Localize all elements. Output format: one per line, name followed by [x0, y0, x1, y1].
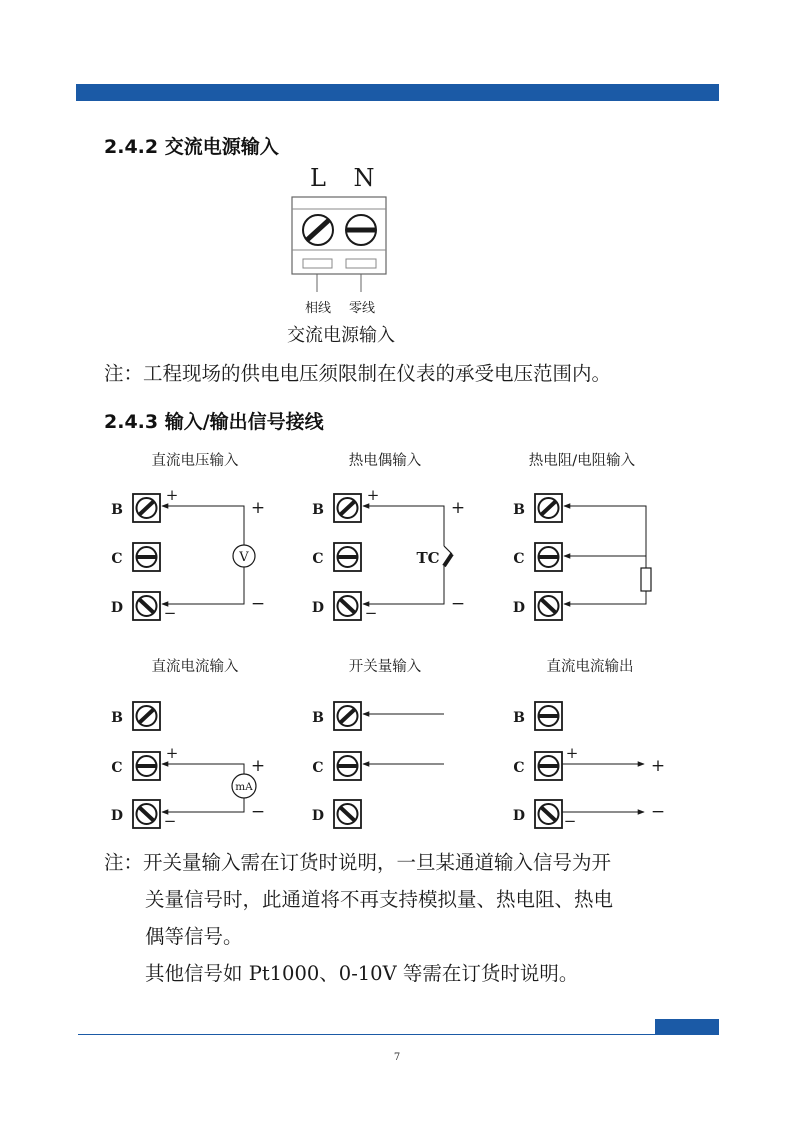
wire-label-live: 相线 — [304, 301, 332, 316]
device-label: mA — [235, 781, 253, 793]
terminal-c-icon — [334, 543, 361, 571]
terminal-c-icon — [133, 752, 160, 780]
terminal-letter-b: B — [513, 710, 525, 726]
footer-accent-block — [655, 1019, 719, 1035]
diagram-dc-current-output — [513, 657, 665, 830]
terminal-d-icon — [334, 592, 361, 620]
terminal-d-icon — [334, 800, 361, 828]
terminal-d-icon — [133, 592, 160, 620]
terminal-b-icon — [334, 494, 361, 522]
note-line: 关量信号时，此通道将不再支持模拟量、热电阻、热电 — [145, 888, 614, 911]
note-line: 注：开关量输入需在订货时说明，一旦某通道输入信号为开 — [104, 851, 612, 874]
terminal-letter-c: C — [111, 551, 123, 567]
note-switch-input — [104, 844, 613, 992]
terminal-letter-d: D — [512, 808, 526, 824]
screw-n-icon — [346, 215, 376, 245]
plus-sign: + — [650, 756, 666, 776]
terminal-letter-d: D — [311, 808, 325, 824]
note-ac-voltage: 注：工程现场的供电电压须限制在仪表的承受电压范围内。 — [104, 362, 612, 385]
minus-sign: − — [163, 812, 177, 830]
plus-sign: + — [450, 498, 466, 518]
thermocouple-junction-icon — [444, 554, 452, 566]
terminal-label-n: N — [353, 164, 375, 192]
terminal-letter-b: B — [513, 502, 525, 518]
terminal-letter-d: D — [110, 600, 124, 616]
diagram-switch-input — [312, 658, 444, 828]
terminal-letter-b: B — [111, 502, 123, 518]
terminal-letter-b: B — [111, 710, 123, 726]
wire-label-neutral: 零线 — [348, 301, 376, 316]
diagram-title: 直流电流输入 — [151, 659, 239, 675]
terminal-letter-d: D — [512, 600, 526, 616]
plus-sign: + — [565, 744, 579, 762]
minus-sign: − — [563, 812, 577, 830]
minus-sign: − — [250, 594, 266, 614]
minus-sign: − — [364, 604, 378, 622]
diagram-thermocouple-input — [312, 451, 465, 622]
terminal-label-l: L — [310, 164, 326, 192]
note-line: 偶等信号。 — [145, 925, 243, 948]
terminal-b-icon — [334, 702, 361, 730]
terminal-letter-b: B — [312, 502, 324, 518]
device-label: TC — [416, 549, 440, 567]
terminal-c-icon — [535, 752, 562, 780]
section-heading-ac-power: 2.4.2 交流电源输入 — [104, 136, 279, 158]
plus-sign: + — [366, 486, 380, 504]
terminal-letter-c: C — [111, 760, 123, 776]
page-number: 7 — [393, 1052, 401, 1063]
terminal-letter-d: D — [110, 808, 124, 824]
diagram-title: 热电偶输入 — [348, 453, 422, 469]
diagram-rtd-input — [513, 451, 651, 620]
terminal-d-icon — [133, 800, 160, 828]
diagram-title: 热电阻/电阻输入 — [528, 453, 636, 469]
terminal-c-icon — [535, 543, 562, 571]
diagram-title: 直流电压输入 — [151, 453, 239, 469]
diagram-dc-voltage-input — [111, 451, 265, 622]
resistor-icon — [641, 568, 651, 591]
terminal-c-icon — [334, 752, 361, 780]
section-heading-io-wiring: 2.4.3 输入/输出信号接线 — [104, 411, 324, 433]
terminal-c-icon — [133, 543, 160, 571]
terminal-letter-b: B — [312, 710, 324, 726]
diagram-title: 直流电流输出 — [546, 659, 634, 675]
terminal-letter-c: C — [513, 760, 525, 776]
terminal-b-icon — [133, 702, 160, 730]
minus-sign: − — [163, 604, 177, 622]
terminal-letter-d: D — [311, 600, 325, 616]
terminal-d-icon — [535, 800, 562, 828]
note-line: 其他信号如 Pt1000、0-10V 等需在订货时说明。 — [145, 962, 579, 985]
terminal-d-icon — [535, 592, 562, 620]
plus-sign: + — [165, 486, 179, 504]
ac-caption: 交流电源输入 — [287, 325, 395, 346]
plus-sign: + — [165, 744, 179, 762]
ac-power-terminal-diagram — [287, 164, 395, 346]
terminal-b-icon — [535, 494, 562, 522]
terminal-letter-c: C — [312, 551, 324, 567]
terminal-letter-c: C — [312, 760, 324, 776]
terminal-b-icon — [133, 494, 160, 522]
device-label: V — [239, 550, 249, 565]
minus-sign: − — [650, 802, 666, 822]
diagram-title: 开关量输入 — [348, 659, 422, 675]
screw-l-icon — [303, 215, 333, 245]
minus-sign: − — [450, 594, 466, 614]
footer-rule — [78, 1034, 719, 1035]
diagram-dc-current-input — [111, 657, 265, 830]
plus-sign: + — [250, 498, 266, 518]
terminal-letter-c: C — [513, 551, 525, 567]
plus-sign: + — [250, 756, 266, 776]
terminal-b-icon — [535, 702, 562, 730]
minus-sign: − — [250, 802, 266, 822]
